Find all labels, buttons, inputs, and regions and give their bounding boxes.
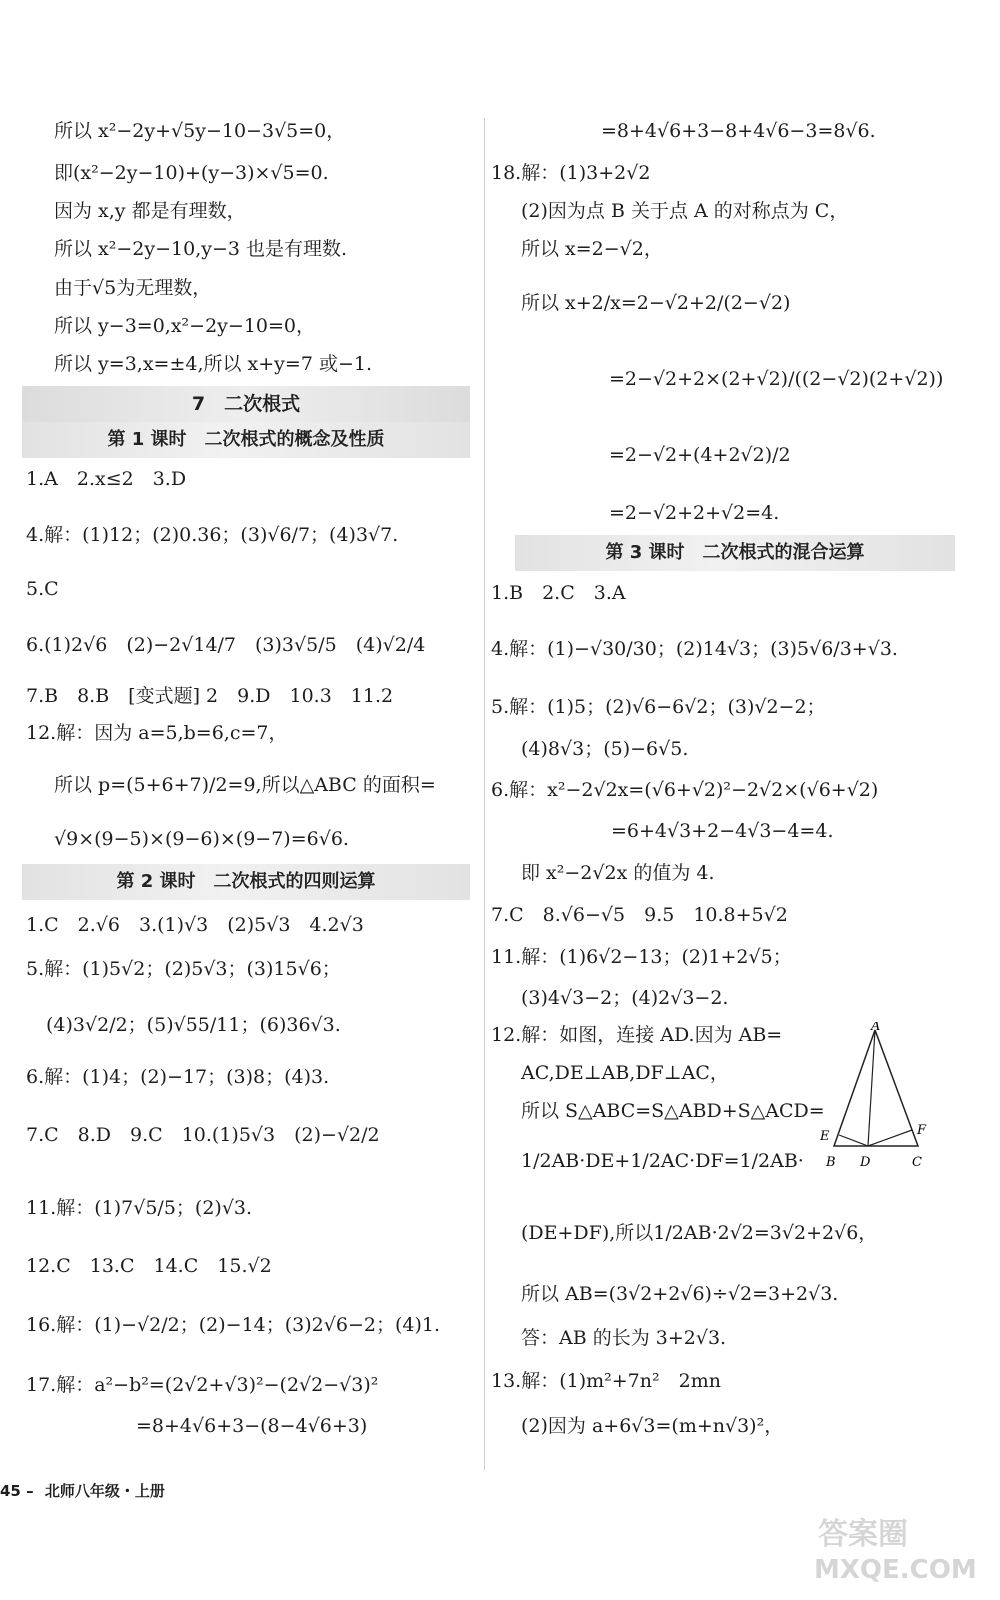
- lesson2-line-1: 1.C 2.√6 3.(1)√3 (2)5√3 4.2√3: [26, 914, 364, 936]
- footer-dash: –: [26, 1482, 34, 1500]
- lesson2-line-3: (4)3√2/2；(5)√55/11；(6)36√3.: [46, 1014, 341, 1036]
- right-line-5: 所以 x+2/x=2−√2+2/(2−√2): [521, 292, 791, 314]
- left-line-7: 所以 y=3,x=±4,所以 x+y=7 或−1.: [54, 353, 373, 375]
- page-footer: [0, 1480, 165, 1501]
- left-line-3: 因为 x,y 都是有理数，: [54, 200, 246, 222]
- lesson2-line-9: 17.解：a²−b²=(2√2+√3)²−(2√2−√3)²: [26, 1374, 379, 1396]
- right-line-3: (2)因为点 B 关于点 A 的对称点为 C，: [521, 200, 849, 222]
- right-line-2: 18.解：(1)3+2√2: [491, 162, 651, 184]
- lesson3-line-9: 11.解：(1)6√2−13；(2)1+2√5；: [491, 946, 792, 968]
- lesson1-line-3: 5.C: [26, 578, 59, 600]
- lesson3-line-12: AC,DE⊥AB,DF⊥AC，: [521, 1062, 729, 1084]
- lesson2-line-2: 5.解：(1)5√2；(2)5√3；(3)15√6；: [26, 958, 341, 980]
- label-A: A: [871, 1022, 881, 1034]
- lesson2-line-7: 12.C 13.C 14.C 15.√2: [26, 1255, 272, 1277]
- lesson3-line-1: 1.B 2.C 3.A: [491, 582, 626, 604]
- left-line-4: 所以 x²−2y−10,y−3 也是有理数.: [54, 238, 348, 260]
- label-D: D: [860, 1155, 871, 1170]
- lesson2-line-4: 6.解：(1)4；(2)−17；(3)8；(4)3.: [26, 1066, 330, 1088]
- lesson3-line-14: 1/2AB·DE+1/2AC·DF=1/2AB·: [521, 1150, 804, 1172]
- lesson3-title: 第 3 课时 二次根式的混合运算: [515, 535, 955, 571]
- watermark-top: 答案圈: [818, 1517, 908, 1552]
- lesson1-line-7: 所以 p=(5+6+7)/2=9,所以△ABC 的面积=: [54, 774, 436, 796]
- lesson3-line-8: 7.C 8.√6−√5 9.5 10.8+5√2: [491, 904, 788, 926]
- lesson1-line-1: 1.A 2.x≤2 3.D: [26, 468, 187, 490]
- lesson1-line-4: 6.(1)2√6 (2)−2√14/7 (3)3√5/5 (4)√2/4: [26, 634, 426, 656]
- right-line-8: =2−√2+2+√2=4.: [609, 502, 780, 524]
- lesson3-line-10: (3)4√3−2；(4)2√3−2.: [521, 987, 729, 1009]
- lesson3-line-6: =6+4√3+2−4√3−4=4.: [611, 820, 834, 842]
- left-line-5: 由于√5为无理数，: [54, 277, 212, 299]
- triangle-figure: [820, 1022, 940, 1172]
- watermark-logo: [808, 1506, 978, 1586]
- lesson3-line-3: 5.解：(1)5；(2)√6−6√2；(3)√2−2；: [491, 696, 826, 718]
- right-line-7: =2−√2+(4+2√2)/2: [609, 444, 791, 466]
- right-line-6: =2−√2+2×(2+√2)/((2−√2)(2+√2)): [609, 368, 944, 390]
- lesson3-line-18: 13.解：(1)m²+7n² 2mn: [491, 1370, 721, 1392]
- right-line-4: 所以 x=2−√2，: [521, 238, 663, 260]
- left-line-1: 所以 x²−2y+√5y−10−3√5=0，: [54, 120, 346, 142]
- lesson1-line-2: 4.解：(1)12；(2)0.36；(3)√6/7；(4)3√7.: [26, 524, 399, 546]
- section-title: 7 二次根式: [22, 386, 470, 422]
- lesson3-line-16: 所以 AB=(3√2+2√6)÷√2=3+2√3.: [521, 1283, 839, 1305]
- book-title: 北师八年级・上册: [44, 1482, 165, 1500]
- lesson1-line-6: 12.解：因为 a=5,b=6,c=7，: [26, 722, 288, 744]
- label-B: B: [826, 1155, 836, 1170]
- page-number: 45: [0, 1482, 21, 1500]
- left-line-2: 即(x²−2y−10)+(y−3)×√5=0.: [54, 162, 329, 184]
- lesson3-line-11: 12.解：如图，连接 AD.因为 AB=: [491, 1024, 783, 1046]
- label-E: E: [820, 1129, 830, 1144]
- lesson3-line-7: 即 x²−2√2x 的值为 4.: [521, 862, 715, 884]
- lesson1-title: 第 1 课时 二次根式的概念及性质: [22, 422, 470, 458]
- label-F: F: [917, 1123, 927, 1138]
- lesson2-line-10: =8+4√6+3−(8−4√6+3): [136, 1415, 368, 1437]
- lesson2-line-6: 11.解：(1)7√5/5；(2)√3.: [26, 1197, 253, 1219]
- label-C: C: [912, 1155, 922, 1170]
- lesson3-line-13: 所以 S△ABC=S△ABD+S△ACD=: [521, 1100, 825, 1122]
- lesson1-line-5: 7.B 8.B [变式题] 2 9.D 10.3 11.2: [26, 685, 394, 707]
- column-divider: [484, 118, 485, 1470]
- lesson3-line-5: 6.解：x²−2√2x=(√6+√2)²−2√2×(√6+√2): [491, 779, 879, 801]
- lesson3-line-19: (2)因为 a+6√3=(m+n√3)²，: [521, 1415, 784, 1437]
- lesson3-line-17: 答：AB 的长为 3+2√3.: [521, 1327, 727, 1349]
- right-line-1: =8+4√6+3−8+4√6−3=8√6.: [601, 120, 876, 142]
- lesson1-line-8: √9×(9−5)×(9−6)×(9−7)=6√6.: [54, 828, 349, 850]
- lesson2-line-8: 16.解：(1)−√2/2；(2)−14；(3)2√6−2；(4)1.: [26, 1314, 440, 1336]
- watermark-bottom: MXQE.COM: [814, 1555, 977, 1585]
- lesson2-line-5: 7.C 8.D 9.C 10.(1)5√3 (2)−√2/2: [26, 1124, 380, 1146]
- lesson2-title: 第 2 课时 二次根式的四则运算: [22, 864, 470, 900]
- left-line-6: 所以 y−3=0,x²−2y−10=0，: [54, 315, 316, 337]
- lesson3-line-4: (4)8√3；(5)−6√5.: [521, 738, 689, 760]
- lesson3-line-2: 4.解：(1)−√30/30；(2)14√3；(3)5√6/3+√3.: [491, 638, 898, 660]
- lesson3-line-15: (DE+DF),所以1/2AB·2√2=3√2+2√6，: [521, 1222, 878, 1244]
